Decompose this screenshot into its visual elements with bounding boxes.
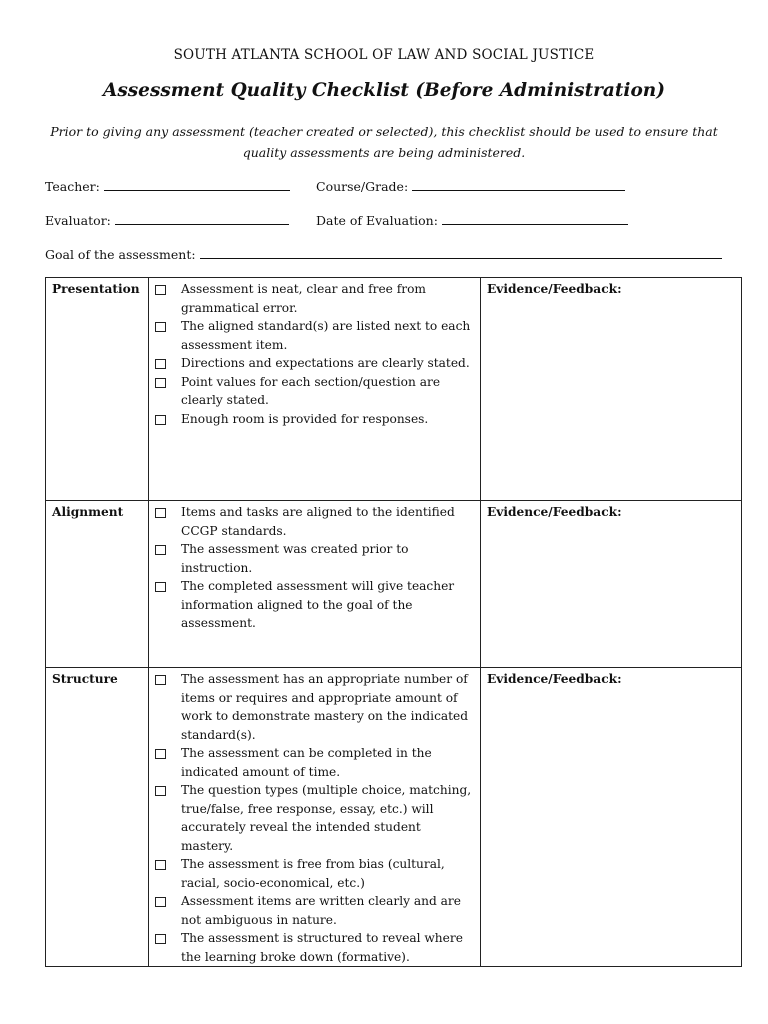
checkbox[interactable]: [155, 860, 166, 870]
list-item: [155, 317, 474, 354]
item-text: Directions and expectations are clearly stated.: [181, 356, 470, 370]
items-cell: [149, 278, 481, 501]
item-text: Items and tasks are aligned to the identified CCGP standards.: [181, 505, 455, 538]
list-item: [155, 373, 474, 410]
course-field: [316, 177, 625, 194]
checkbox[interactable]: [155, 508, 166, 518]
evidence-cell[interactable]: Evidence/Feedback:: [481, 278, 742, 501]
item-text: Point values for each section/question are clearly stated.: [181, 374, 441, 407]
evaluator-field: [45, 211, 289, 228]
item-text: The assessment is free from bias (cultural, racial, socio-economical, etc.): [181, 857, 445, 890]
item-text: The assessment was created prior to instruction.: [181, 542, 409, 575]
list-item: [155, 744, 474, 781]
list-item: [155, 892, 474, 929]
evaluator-label: Evaluator:: [45, 213, 111, 228]
list-item: [155, 280, 474, 317]
checkbox[interactable]: [155, 675, 166, 685]
teacher-label: Teacher:: [45, 179, 100, 194]
checkbox[interactable]: [155, 322, 166, 332]
item-text: Assessment is neat, clear and free from grammatical error.: [181, 282, 426, 315]
category-cell: Presentation: [46, 278, 149, 501]
items-list: [155, 503, 474, 633]
item-text: The assessment has an appropriate number of items or requires and appropriate amount of work to demonstrate mastery on the indicated standard(s).: [181, 672, 469, 742]
list-item: [155, 410, 474, 429]
item-text: The question types (multiple choice, matching, true/false, free response, essay, etc.) will accurately reveal the intended student mastery.: [181, 783, 472, 853]
school-name: SOUTH ATLANTA SCHOOL OF LAW AND SOCIAL JUSTICE: [173, 47, 595, 63]
item-text: Assessment items are written clearly and are not ambiguous in nature.: [181, 894, 461, 927]
items-list: [155, 670, 474, 966]
course-label: Course/Grade:: [316, 179, 409, 194]
goal-label: Goal of the assessment:: [45, 247, 196, 262]
item-text: The assessment can be completed in the indicated amount of time.: [181, 746, 432, 779]
list-item: [155, 503, 474, 540]
item-text: Enough room is provided for responses.: [181, 411, 429, 426]
items-list: [155, 280, 474, 428]
item-text: The completed assessment will give teacher information aligned to the goal of the assessment.: [181, 579, 455, 630]
checkbox[interactable]: [155, 415, 166, 425]
list-item: [155, 577, 474, 633]
items-cell: [149, 501, 481, 668]
goal-field: [45, 245, 722, 262]
goal-blank[interactable]: [200, 245, 722, 259]
list-item: [155, 855, 474, 892]
checkbox[interactable]: [155, 749, 166, 759]
checkbox[interactable]: [155, 934, 166, 944]
list-item: [155, 929, 474, 966]
course-blank[interactable]: [412, 177, 625, 191]
checkbox[interactable]: [155, 378, 166, 388]
date-field: [316, 211, 628, 228]
date-blank[interactable]: [442, 211, 628, 225]
checklist-table: [45, 277, 742, 967]
section-row-presentation: [46, 278, 742, 501]
category-cell: Alignment: [46, 501, 149, 668]
section-row-alignment: [46, 501, 742, 668]
items-cell: [149, 668, 481, 967]
list-item: [155, 781, 474, 855]
checkbox[interactable]: [155, 897, 166, 907]
teacher-blank[interactable]: [104, 177, 290, 191]
list-item: [155, 540, 474, 577]
checkbox[interactable]: [155, 285, 166, 295]
section-row-structure: [46, 668, 742, 967]
list-item: [155, 670, 474, 744]
intro-text: Prior to giving any assessment (teacher created or selected), this checklist should be used to ensure that quality assessments are being administered.: [50, 124, 718, 160]
list-item: [155, 354, 474, 373]
document-title: Assessment Quality Checklist (Before Administration): [103, 80, 665, 101]
evidence-cell[interactable]: Evidence/Feedback:: [481, 501, 742, 668]
category-cell: Structure: [46, 668, 149, 967]
evidence-cell[interactable]: Evidence/Feedback:: [481, 668, 742, 967]
date-label: Date of Evaluation:: [316, 213, 438, 228]
teacher-field: [45, 177, 290, 194]
checkbox[interactable]: [155, 786, 166, 796]
checkbox[interactable]: [155, 582, 166, 592]
checkbox[interactable]: [155, 545, 166, 555]
checkbox[interactable]: [155, 359, 166, 369]
item-text: The aligned standard(s) are listed next to each assessment item.: [181, 319, 471, 352]
evaluator-blank[interactable]: [115, 211, 289, 225]
item-text: The assessment is structured to reveal where the learning broke down (formative).: [181, 931, 463, 964]
